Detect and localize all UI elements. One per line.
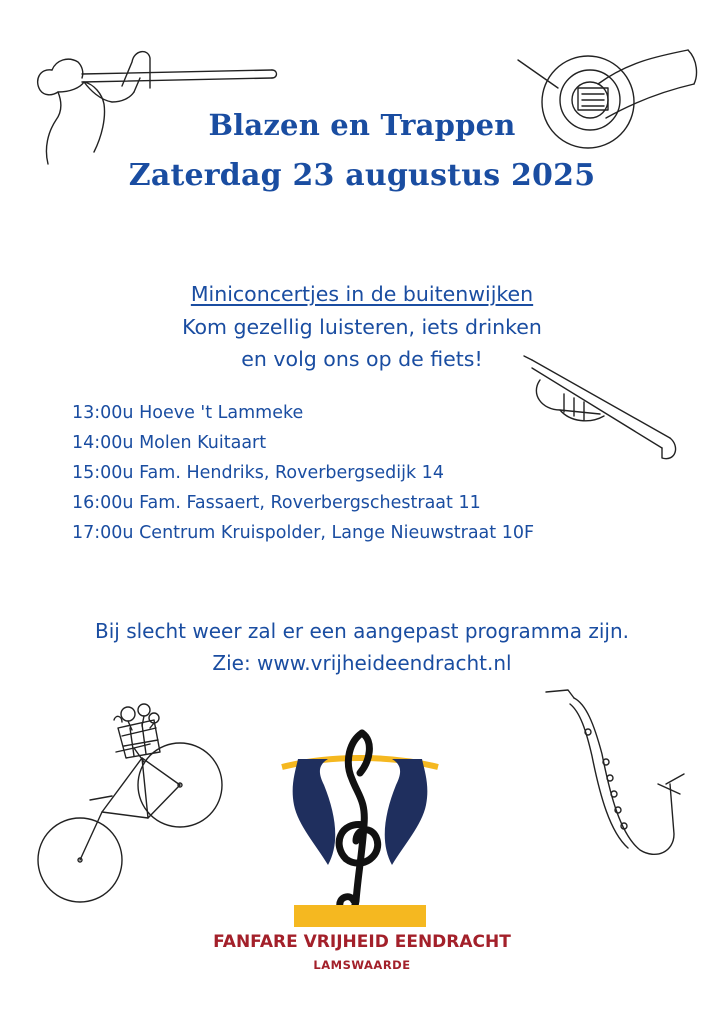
bicycle-with-flowers-icon (30, 700, 240, 910)
french-horn-icon (498, 40, 698, 170)
schedule-item: 13:00u Hoeve 't Lammeke (72, 403, 304, 423)
intro-line-1: Kom gezellig luisteren, iets drinken (182, 315, 542, 339)
intro-line-2: en volg ons op de fiets! (241, 347, 483, 371)
schedule-list (72, 398, 534, 548)
weather-note: Bij slecht weer zal er een aangepast programma zijn. (95, 619, 629, 643)
schedule-item: 14:00u Molen Kuitaart (72, 433, 267, 453)
intro-heading: Miniconcertjes in de buitenwijken (190, 282, 534, 306)
logo-place: LAMSWAARDE (313, 958, 411, 972)
event-date: Zaterdag 23 augustus 2025 (128, 158, 596, 193)
treble-clef-logo-icon (270, 725, 450, 935)
event-title: Blazen en Trappen (208, 108, 516, 142)
schedule-item: 16:00u Fam. Fassaert, Roverbergschestraat 11 (72, 493, 481, 513)
schedule-item: 15:00u Fam. Hendriks, Roverbergsedijk 14 (72, 463, 444, 483)
website-link[interactable]: Zie: www.vrijheideendracht.nl (212, 651, 512, 675)
saxophone-icon (540, 684, 690, 864)
schedule-item: 17:00u Centrum Kruispolder, Lange Nieuwstraat 10F (72, 523, 535, 543)
trombone-player-icon (22, 40, 282, 170)
logo-name: FANFARE VRIJHEID EENDRACHT (213, 932, 511, 952)
